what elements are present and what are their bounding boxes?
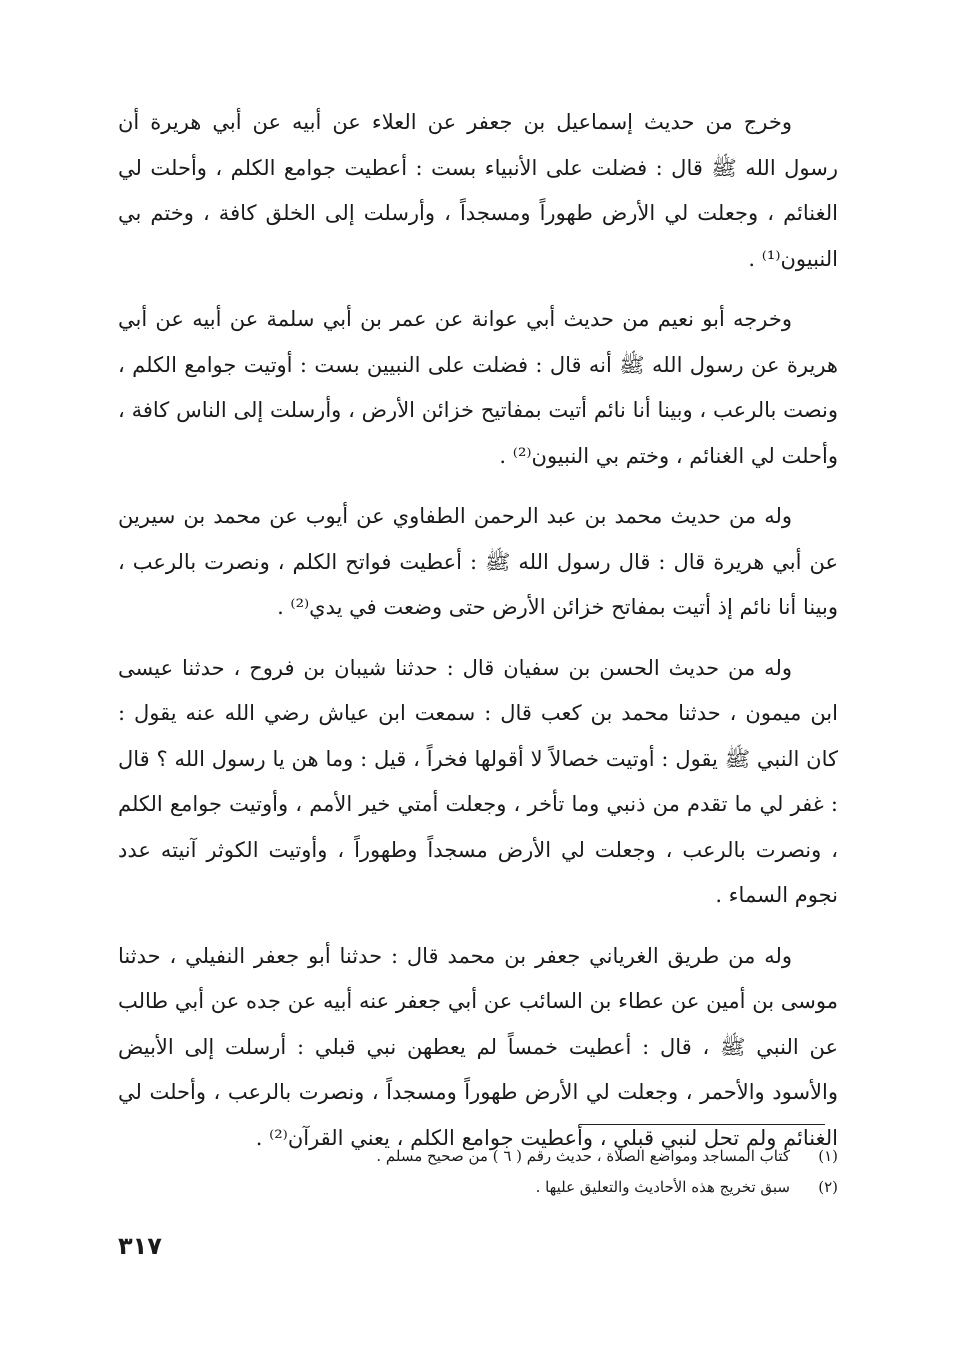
paragraph: وخرج من حديث إسماعيل بن جعفر عن العلاء عن أبيه عن أبي هريرة أن رسول الله ﷺ قال : فضلت على الأنبياء بست : أعطيت جوامع الكلم ، وأحلت لي الغنائم ، وجعلت لي الأرض طهوراً ومسجداً ، وأرسلت إلى الخلق كافة ، وختم بي النبيون⁽¹⁾ . [118,110,838,271]
footnote-number: (١) [818,1147,838,1165]
footnote [150,1141,838,1172]
footnote [150,1172,838,1203]
footnote-text: سبق تخريج هذه الأحاديث والتعليق عليها . [535,1178,790,1196]
footnote-text: كتاب المساجد ومواضع الصلاة ، حديث رقم ( ٦ ) من صحيح مسلم . [376,1147,790,1165]
paragraph: وخرجه أبو نعيم من حديث أبي عوانة عن عمر بن أبي سلمة عن أبيه عن أبي هريرة عن رسول الله ﷺ أنه قال : فضلت على النبيين بست : أوتيت جوامع الكلم ، ونصت بالرعب ، وبينا أنا نائم أتيت بمفاتيح خزائن الأرض ، وأرسلت إلى الناس كافة ، وأحلت لي الغنائم ، وختم بي النبيون⁽²⁾ . [118,307,838,468]
paragraph: وله من طريق الغرياني جعفر بن محمد قال : حدثنا أبو جعفر النفيلي ، حدثنا موسى بن أمين عن عطاء بن السائب عن أبي جعفر عنه أبيه عن جده عن أبي طالب عن النبي ﷺ ، قال : أعطيت خمساً لم يعطهن نبي قبلي : أرسلت إلى الأبيض والأسود والأحمر ، وجعلت لي الأرض طهوراً ومسجداً ، ونصرت بالرعب ، وأحلت لي الغنائم ولم تحل لنبي قبلي ، وأعطيت جوامع الكلم ، يعني القرآن⁽²⁾ . [118,943,838,1150]
page-number: ٣١٧ [118,1232,162,1260]
paragraph: وله من حديث الحسن بن سفيان قال : حدثنا شيبان بن فروح ، حدثنا عيسى ابن ميمون ، حدثنا محمد بن كعب قال : سمعت ابن عياش رضي الله عنه يقول : كان النبي ﷺ يقول : أوتيت خصالاً لا أقولها فخراً ، قيل : وما هن يا رسول الله ؟ قال : غفر لي ما تقدم من ذنبي وما تأخر ، وجعلت أمتي خير الأمم ، وأوتيت جوامع الكلم ، ونصرت بالرعب ، وجعلت لي الأرض مسجداً وطهوراً ، وأوتيت الكوثر آنيته عدد نجوم السماء . [118,655,838,907]
footnote-divider [580,1124,825,1125]
footnote-number: (٢) [818,1178,838,1196]
footnotes [150,1141,838,1203]
paragraph: وله من حديث محمد بن عبد الرحمن الطفاوي عن أيوب عن محمد بن سيرين عن أبي هريرة قال : قال رسول الله ﷺ : أعطيت فواتح الكلم ، ونصرت بالرعب ، وبينا أنا نائم إذ أتيت بمفاتح خزائن الأرض حتى وضعت في يدي⁽²⁾ . [118,504,838,619]
body-text [118,100,838,1176]
